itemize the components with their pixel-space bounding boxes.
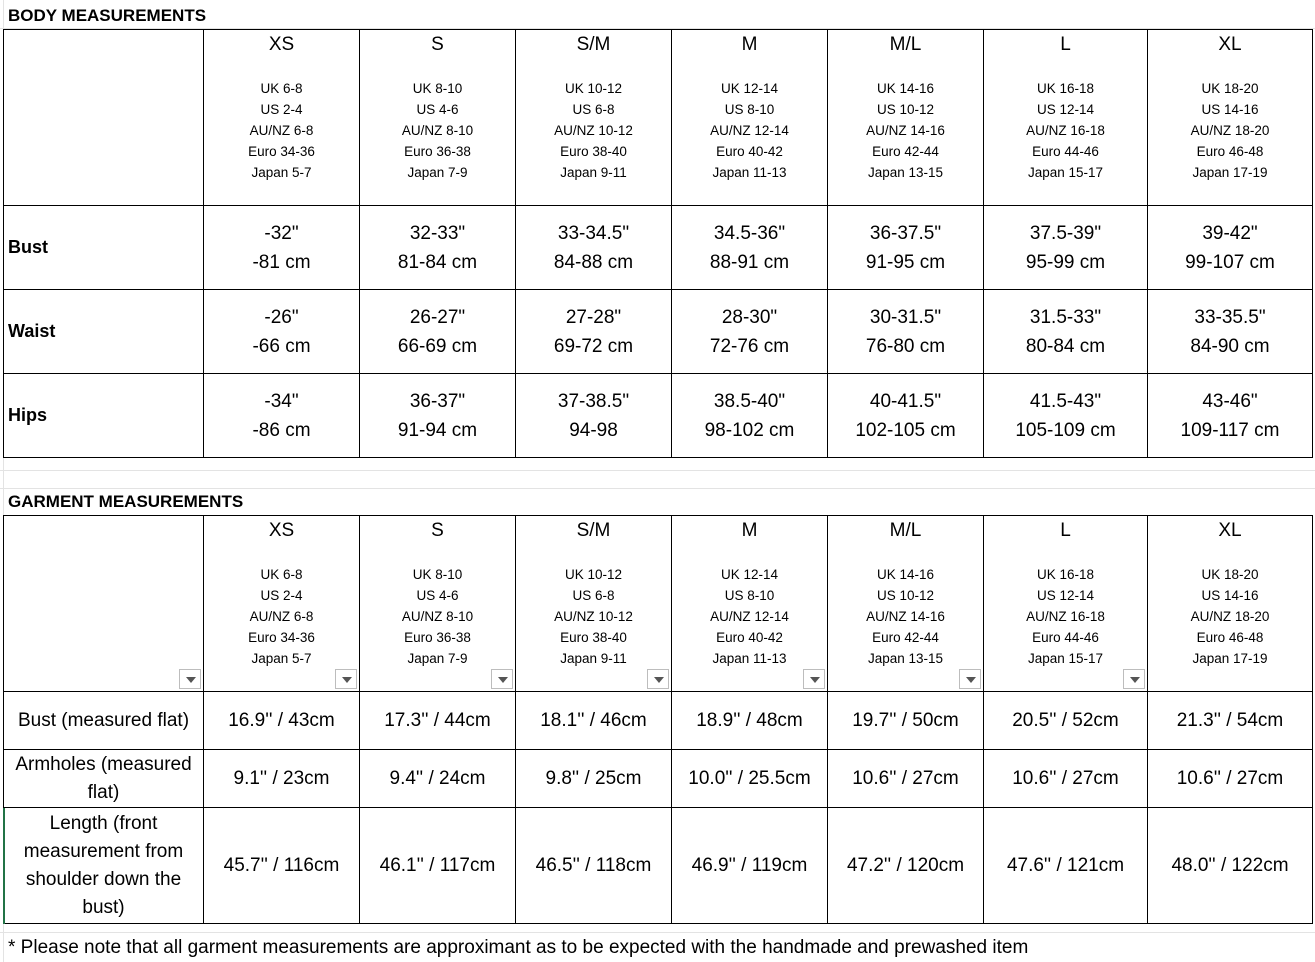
size-conversion: Euro 40-42 [716,144,783,159]
measurement-cell[interactable]: 10.6'' / 27cm [828,750,984,808]
size-conversion: Japan 7-9 [407,651,468,666]
measurement-cell[interactable] [204,206,360,290]
size-conversion: Japan 5-7 [251,165,312,180]
measurement-inches: 33-34.5" [557,222,630,244]
measurement-cell[interactable]: 21.3'' / 54cm [1148,692,1313,750]
size-conversion: US 6-8 [572,102,615,117]
measurement-inches: 36-37" [409,390,466,412]
measurement-inches: 40-41.5" [869,390,942,412]
size-header-cell[interactable] [828,516,984,692]
size-conversion: AU/NZ 10-12 [554,123,633,138]
size-conversion: US 4-6 [416,102,459,117]
size-header-cell[interactable] [204,30,360,206]
size-conversion: Euro 34-36 [248,630,315,645]
measurement-inches: -26" [264,306,299,328]
size-header-cell[interactable] [360,516,516,692]
measurement-cell[interactable]: 46.5'' / 118cm [516,808,672,924]
measurement-cm: 91-94 cm [397,419,478,441]
measurement-cell[interactable] [204,374,360,458]
measurement-cm: 76-80 cm [865,335,946,357]
size-conversion: UK 12-14 [720,81,779,96]
size-conversions [1148,78,1312,183]
measurement-cm: 88-91 cm [709,251,790,273]
size-conversion: Euro 38-40 [560,630,627,645]
size-conversion: Euro 42-44 [872,630,939,645]
size-conversion: UK 14-16 [876,81,935,96]
size-header-cell[interactable] [516,516,672,692]
size-header-cell[interactable] [360,30,516,206]
size-conversion: AU/NZ 14-16 [866,123,945,138]
measurement-inches: 34.5-36" [713,222,786,244]
size-conversion: AU/NZ 8-10 [401,123,474,138]
size-header [360,516,515,669]
size-code: XS [268,34,295,55]
measurement-inches: 36-37.5" [869,222,942,244]
size-conversion: US 12-14 [1036,588,1095,603]
measurement-inches: 39-42" [1202,222,1258,244]
body-row-waist [4,290,1313,374]
measurement-inches: 27-28" [565,306,622,328]
measurement-cm: -86 cm [252,419,311,441]
measurement-inches: 33-35.5" [1194,306,1266,328]
size-conversion: AU/NZ 10-12 [554,609,633,624]
size-conversion: AU/NZ 8-10 [401,609,474,624]
measurement-cell[interactable]: 16.9'' / 43cm [204,692,360,750]
row-label[interactable]: Waist [4,290,204,374]
size-conversion: Japan 15-17 [1027,651,1104,666]
measurement-cm: 94-98 [569,419,618,441]
garment-row-armholes [4,750,1313,808]
size-conversion: US 2-4 [260,102,303,117]
size-conversion: AU/NZ 18-20 [1190,123,1270,138]
size-conversions [204,564,359,669]
size-conversion: UK 6-8 [260,81,303,96]
size-conversions [672,78,827,183]
size-header-cell[interactable] [984,516,1148,692]
measurement-cell[interactable] [828,206,984,290]
row-label[interactable]: Bust [4,206,204,290]
size-conversion: Japan 13-15 [867,651,944,666]
size-header-cell[interactable] [828,30,984,206]
size-header [828,516,983,669]
filter-dropdown-icon[interactable] [491,669,513,689]
size-conversion: Euro 44-46 [1032,144,1099,159]
size-header [1148,516,1312,669]
size-conversion: Euro 40-42 [716,630,783,645]
measurement-cell[interactable] [516,374,672,458]
measurement-cell[interactable] [828,290,984,374]
measurement-inches: -32" [264,222,299,244]
measurement-cell[interactable] [984,290,1148,374]
body-row-bust [4,206,1313,290]
row-label[interactable]: Length (front measurement from shoulder down the bust) [4,808,204,924]
filter-dropdown-icon[interactable] [803,669,825,689]
size-conversion: Japan 11-13 [712,651,787,666]
measurement-cell[interactable]: 48.0'' / 122cm [1148,808,1313,924]
measurement-cm: 109-117 cm [1180,419,1280,441]
measurement-cell[interactable]: 9.8'' / 25cm [516,750,672,808]
size-header-cell[interactable] [1148,516,1313,692]
body-row-hips [4,374,1313,458]
measurement-inches: 32-33" [409,222,466,244]
filter-dropdown-icon[interactable] [179,669,201,689]
measurement-cell[interactable] [1148,290,1313,374]
measurement-cell[interactable] [516,206,672,290]
size-header [984,516,1147,669]
size-conversion: UK 8-10 [412,81,463,96]
measurement-cm: 69-72 cm [553,335,634,357]
row-label[interactable]: Armholes (measured flat) [4,750,204,808]
size-conversion: AU/NZ 18-20 [1190,609,1270,624]
measurement-cm: 72-76 cm [709,335,790,357]
size-conversion: Euro 38-40 [560,144,627,159]
size-conversion: UK 8-10 [412,567,463,582]
size-header [984,30,1147,183]
row-label[interactable]: Bust (measured flat) [4,692,204,750]
size-header [360,30,515,183]
size-conversion: Euro 36-38 [404,144,471,159]
size-header-cell[interactable] [1148,30,1313,206]
measurement-cell[interactable]: 19.7'' / 50cm [828,692,984,750]
size-conversion: AU/NZ 16-18 [1026,609,1105,624]
measurement-cm: -81 cm [252,251,311,273]
garment-row-bust [4,692,1313,750]
size-conversion: Euro 42-44 [872,144,939,159]
size-conversions [828,564,983,669]
size-conversion: AU/NZ 6-8 [249,123,314,138]
garment-size-header-row [4,516,1313,692]
measurement-cell[interactable] [360,374,516,458]
size-conversion: Euro 44-46 [1032,630,1099,645]
size-conversions [360,78,515,183]
measurement-inches: 38.5-40" [713,390,786,412]
size-conversion: UK 18-20 [1201,567,1259,582]
measurement-cell[interactable] [984,206,1148,290]
size-header-cell[interactable] [204,516,360,692]
size-header [204,30,359,183]
size-conversion: Japan 17-19 [1192,165,1268,180]
size-conversions [1148,564,1312,669]
size-code: M [741,520,758,541]
size-conversion: UK 16-18 [1036,567,1095,582]
size-header-cell[interactable] [672,30,828,206]
measurement-cell[interactable] [828,374,984,458]
size-conversion: UK 10-12 [564,567,623,582]
measurement-cell[interactable]: 45.7'' / 116cm [204,808,360,924]
measurement-cm: 80-84 cm [1025,335,1106,357]
size-conversion: Japan 15-17 [1027,165,1104,180]
size-conversion: AU/NZ 6-8 [249,609,314,624]
measurement-cell[interactable]: 18.9'' / 48cm [672,692,828,750]
size-conversion: Japan 9-11 [560,165,627,180]
measurement-cell[interactable]: 47.2'' / 120cm [828,808,984,924]
cell-selection-marker [3,808,5,924]
measurement-inches: 37-38.5" [557,390,630,412]
measurement-cell[interactable] [1148,206,1313,290]
size-conversion: UK 16-18 [1036,81,1095,96]
measurement-cell[interactable]: 10.0'' / 25.5cm [672,750,828,808]
measurement-cell[interactable]: 9.1'' / 23cm [204,750,360,808]
measurement-inches: 43-46" [1202,390,1258,412]
size-conversions [360,564,515,669]
garment-section-title: GARMENT MEASUREMENTS [8,492,244,511]
filter-dropdown-icon[interactable] [335,669,357,689]
size-conversion: US 14-16 [1201,102,1259,117]
filter-dropdown-icon[interactable] [959,669,981,689]
measurement-cell[interactable]: 10.6'' / 27cm [1148,750,1313,808]
size-conversion: Japan 17-19 [1192,651,1268,666]
measurement-cm: 66-69 cm [397,335,478,357]
size-conversion: US 2-4 [260,588,303,603]
measurement-cell[interactable]: 20.5'' / 52cm [984,692,1148,750]
measurement-cell[interactable] [204,290,360,374]
body-section-title: BODY MEASUREMENTS [8,6,207,25]
size-header [672,516,827,669]
size-conversion: UK 6-8 [260,567,303,582]
size-conversion: US 14-16 [1201,588,1259,603]
size-conversion: AU/NZ 12-14 [710,609,789,624]
size-header-cell[interactable] [672,516,828,692]
measurement-cell[interactable] [672,206,828,290]
footnote: * Please note that all garment measurements are approximant as to be expected with the handmade and prewashed item [8,937,1029,958]
measurement-inches: 30-31.5" [869,306,942,328]
size-header [516,516,671,669]
size-conversion: UK 18-20 [1201,81,1259,96]
size-conversions [984,78,1147,183]
measurement-cell[interactable] [360,290,516,374]
size-conversion: US 12-14 [1036,102,1095,117]
size-conversion: Japan 5-7 [251,651,312,666]
size-code: S [431,34,444,55]
size-conversion: Japan 7-9 [407,165,468,180]
size-conversions [204,78,359,183]
size-conversion: Euro 46-48 [1196,144,1264,159]
measurement-inches: -34" [264,390,299,412]
filter-dropdown-icon[interactable] [647,669,669,689]
size-conversion: UK 12-14 [720,567,779,582]
measurement-cm: 98-102 cm [704,419,795,441]
measurement-cell[interactable] [984,374,1148,458]
measurement-cm: 91-95 cm [865,251,946,273]
size-conversion: AU/NZ 12-14 [710,123,789,138]
filter-dropdown-icon[interactable] [1123,669,1145,689]
size-header [204,516,359,669]
size-code: XL [1218,520,1242,541]
size-code: S/M [576,520,611,541]
measurement-cm: 99-107 cm [1185,251,1275,273]
size-conversion: Euro 34-36 [248,144,315,159]
measurement-cell[interactable] [360,206,516,290]
measurement-inches: 41.5-43" [1029,390,1102,412]
size-header [1148,30,1312,183]
size-conversion: US 8-10 [724,102,775,117]
garment-measurements-table [3,515,1313,924]
size-conversion: Japan 9-11 [560,651,627,666]
size-conversion: UK 14-16 [876,567,935,582]
size-code: M/L [889,520,922,541]
measurement-cell[interactable] [1148,374,1313,458]
size-conversion: US 8-10 [724,588,775,603]
measurement-inches: 28-30" [721,306,778,328]
size-code: L [1060,520,1071,541]
size-code: XS [268,520,295,541]
size-conversion: UK 10-12 [564,81,623,96]
size-code: S [431,520,444,541]
size-conversions [828,78,983,183]
size-conversions [984,564,1147,669]
measurement-cm: -66 cm [252,335,311,357]
measurement-inches: 26-27" [409,306,466,328]
measurement-cm: 81-84 cm [397,251,478,273]
measurement-cell[interactable]: 18.1'' / 46cm [516,692,672,750]
size-conversion: AU/NZ 14-16 [866,609,945,624]
measurement-cell[interactable] [672,290,828,374]
row-label[interactable]: Hips [4,374,204,458]
measurement-cell[interactable]: 10.6'' / 27cm [984,750,1148,808]
size-code: S/M [576,34,611,55]
measurement-cell[interactable]: 47.6'' / 121cm [984,808,1148,924]
size-header [672,30,827,183]
measurement-inches: 31.5-33" [1029,306,1102,328]
size-header-cell[interactable] [984,30,1148,206]
measurement-cell[interactable]: 46.1'' / 117cm [360,808,516,924]
size-conversion: Japan 11-13 [712,165,787,180]
garment-corner-cell[interactable] [4,516,204,692]
measurement-cell[interactable]: 17.3'' / 44cm [360,692,516,750]
size-conversions [516,564,671,669]
measurement-cm: 84-90 cm [1190,335,1270,357]
measurement-cm: 95-99 cm [1025,251,1106,273]
size-conversion: US 4-6 [416,588,459,603]
body-corner-cell[interactable] [4,30,204,206]
garment-row-length [4,808,1313,924]
measurement-cell[interactable] [516,290,672,374]
size-header [516,30,671,183]
size-conversion: AU/NZ 16-18 [1026,123,1105,138]
measurement-cm: 84-88 cm [553,251,634,273]
size-conversions [516,78,671,183]
measurement-cm: 102-105 cm [855,419,956,441]
body-size-header-row [4,30,1313,206]
size-conversions [672,564,827,669]
size-conversion: Japan 13-15 [867,165,944,180]
size-conversion: Euro 36-38 [404,630,471,645]
size-code: M/L [889,34,922,55]
measurement-cell[interactable] [672,374,828,458]
measurement-cell[interactable]: 9.4'' / 24cm [360,750,516,808]
size-code: L [1060,34,1071,55]
size-header [828,30,983,183]
size-code: M [741,34,758,55]
size-conversion: US 10-12 [876,588,935,603]
size-code: XL [1218,34,1242,55]
size-conversion: US 6-8 [572,588,615,603]
measurement-cm: 105-109 cm [1015,419,1116,441]
size-header-cell[interactable] [516,30,672,206]
measurement-cell[interactable]: 46.9'' / 119cm [672,808,828,924]
body-measurements-table [3,29,1313,458]
size-conversion: Euro 46-48 [1196,630,1264,645]
measurement-inches: 37.5-39" [1029,222,1102,244]
size-conversion: US 10-12 [876,102,935,117]
